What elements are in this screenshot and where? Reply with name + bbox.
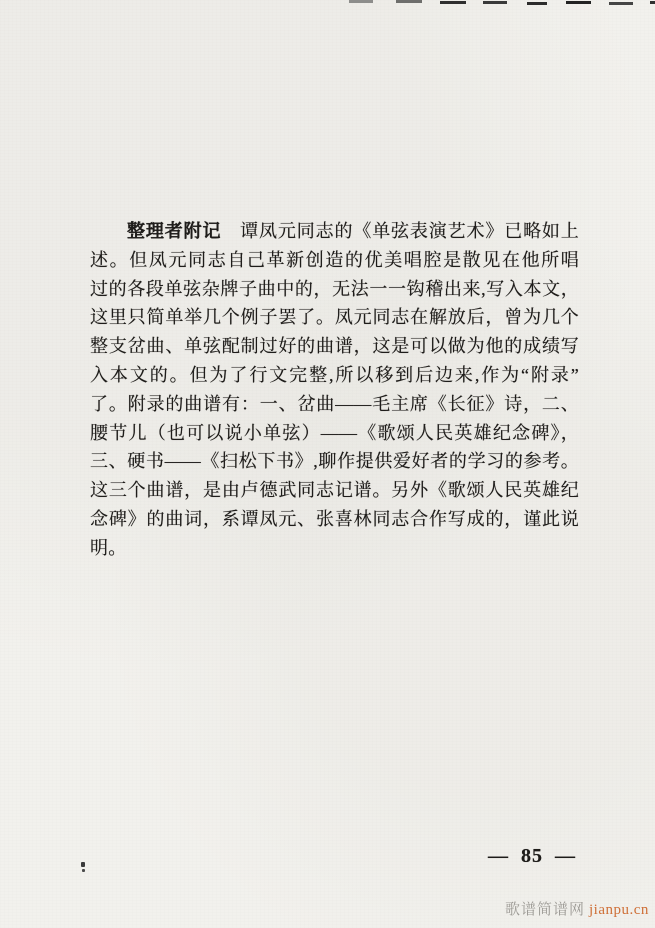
text-line-content: 谭凤元同志的《单弦表演艺术》已略如上 xyxy=(221,221,579,241)
scan-edge-dash xyxy=(483,1,507,4)
watermark-site-url: jianpu.cn xyxy=(589,902,649,918)
scan-edge-dash xyxy=(566,1,591,4)
text-line: 整支岔曲、单弦配制过好的曲谱，这是可以做为他的成绩写 xyxy=(90,336,579,357)
watermark-site-name: 歌谱简谱网 xyxy=(505,902,586,918)
scan-edge-dash xyxy=(349,0,373,3)
text-line: 念碑》的曲词，系谭凤元、张喜林同志合作写成的，谨此说 xyxy=(90,508,579,529)
text-line xyxy=(90,217,579,246)
text-line: 腰节儿（也可以说小单弦）——《歌颂人民英雄纪念碑》， xyxy=(90,422,579,443)
scan-edge-dash xyxy=(609,2,633,5)
scan-edge-dash xyxy=(650,1,655,4)
scan-edge-dashes xyxy=(0,0,655,5)
text-line: 述。但凤元同志自己革新创造的优美唱腔是散见在他所唱 xyxy=(90,249,579,270)
text-line: 明。 xyxy=(90,537,127,558)
text-line: 这里只简单举几个例子罢了。凤元同志在解放后，曾为几个 xyxy=(90,307,579,328)
text-line: 过的各段单弦杂牌子曲中的，无法一一钩稽出来,写入本文， xyxy=(90,278,579,299)
watermark xyxy=(505,898,649,919)
scan-edge-dash xyxy=(396,0,422,3)
page-number: — 85 — xyxy=(488,845,576,867)
ink-speck xyxy=(81,862,85,867)
text-line: 了。附录的曲谱有：一、岔曲——毛主席《长征》诗，二、 xyxy=(90,393,579,414)
text-line: 这三个曲谱，是由卢德武同志记谱。另外《歌颂人民英雄纪 xyxy=(90,480,579,501)
scan-edge-dash xyxy=(440,1,466,4)
body-text xyxy=(90,217,579,563)
text-line: 三、硬书——《扫松下书》,聊作提供爱好者的学习的参考。 xyxy=(90,451,579,472)
text-line: 入本文的。但为了行文完整,所以移到后边来,作为“附录” xyxy=(90,364,579,385)
scan-edge-dash xyxy=(527,2,547,5)
section-heading: 整理者附记 xyxy=(127,221,222,241)
